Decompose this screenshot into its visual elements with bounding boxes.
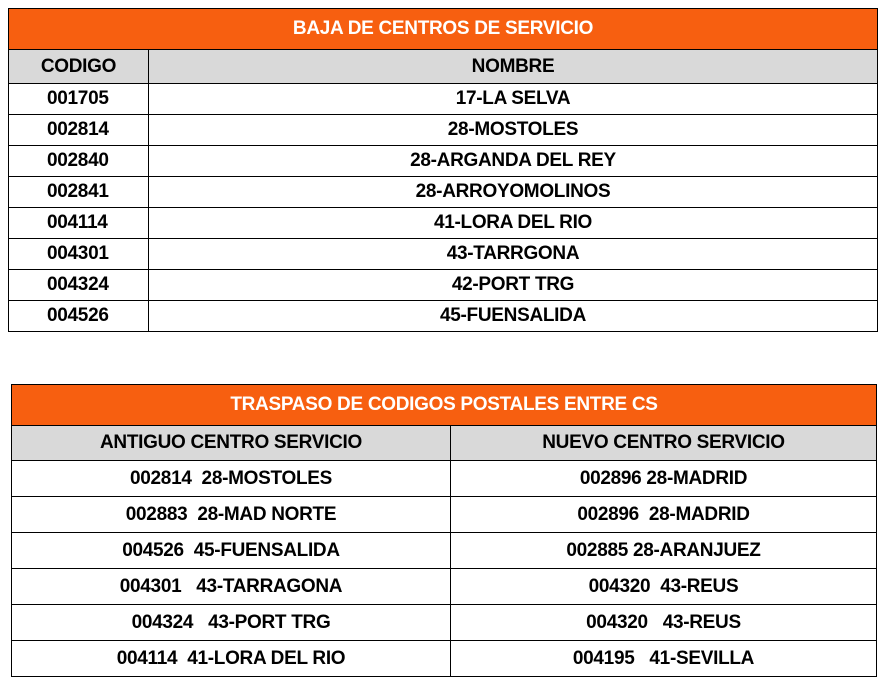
nuevo-cell: 004320 43-REUS: [451, 605, 877, 641]
table-row: [9, 301, 878, 332]
nombre-cell: 28-MOSTOLES: [149, 115, 878, 146]
codigo-cell: 002840: [9, 146, 149, 177]
nombre-cell: 42-PORT TRG: [149, 270, 878, 301]
table-row: [12, 533, 877, 569]
nuevo-cell: 004195 41-SEVILLA: [451, 641, 877, 677]
table-row: [9, 239, 878, 270]
table-row: [12, 461, 877, 497]
codigo-cell: 002841: [9, 177, 149, 208]
nuevo-cell: 002885 28-ARANJUEZ: [451, 533, 877, 569]
table-row: [9, 270, 878, 301]
nombre-cell: 28-ARROYOMOLINOS: [149, 177, 878, 208]
table-row: [9, 208, 878, 239]
nuevo-cell: 002896 28-MADRID: [451, 461, 877, 497]
table-row: [12, 569, 877, 605]
codigo-cell: 004324: [9, 270, 149, 301]
nuevo-cell: 004320 43-REUS: [451, 569, 877, 605]
nombre-header: NOMBRE: [149, 50, 878, 84]
nuevo-cell: 002896 28-MADRID: [451, 497, 877, 533]
nombre-cell: 28-ARGANDA DEL REY: [149, 146, 878, 177]
codigo-cell: 004301: [9, 239, 149, 270]
traspaso-title: TRASPASO DE CODIGOS POSTALES ENTRE CS: [12, 385, 877, 426]
antiguo-cell: 004324 43-PORT TRG: [12, 605, 451, 641]
codigo-header: CODIGO: [9, 50, 149, 84]
codigo-cell: 004114: [9, 208, 149, 239]
table-row: [12, 641, 877, 677]
antiguo-cell: 004526 45-FUENSALIDA: [12, 533, 451, 569]
antiguo-cell: 002814 28-MOSTOLES: [12, 461, 451, 497]
antiguo-cell: 004114 41-LORA DEL RIO: [12, 641, 451, 677]
nombre-cell: 41-LORA DEL RIO: [149, 208, 878, 239]
table-row: [9, 146, 878, 177]
nombre-cell: 45-FUENSALIDA: [149, 301, 878, 332]
nombre-cell: 43-TARRGONA: [149, 239, 878, 270]
antiguo-header: ANTIGUO CENTRO SERVICIO: [12, 426, 451, 461]
table-row: [9, 177, 878, 208]
codigo-cell: 002814: [9, 115, 149, 146]
baja-title: BAJA DE CENTROS DE SERVICIO: [9, 9, 878, 50]
codigo-cell: 001705: [9, 84, 149, 115]
baja-centros-table: [8, 8, 878, 332]
table-row: [9, 84, 878, 115]
antiguo-cell: 004301 43-TARRAGONA: [12, 569, 451, 605]
codigo-cell: 004526: [9, 301, 149, 332]
table-row: [12, 497, 877, 533]
nuevo-header: NUEVO CENTRO SERVICIO: [451, 426, 877, 461]
table-row: [12, 605, 877, 641]
nombre-cell: 17-LA SELVA: [149, 84, 878, 115]
table-row: [9, 115, 878, 146]
traspaso-table: [11, 384, 877, 677]
antiguo-cell: 002883 28-MAD NORTE: [12, 497, 451, 533]
